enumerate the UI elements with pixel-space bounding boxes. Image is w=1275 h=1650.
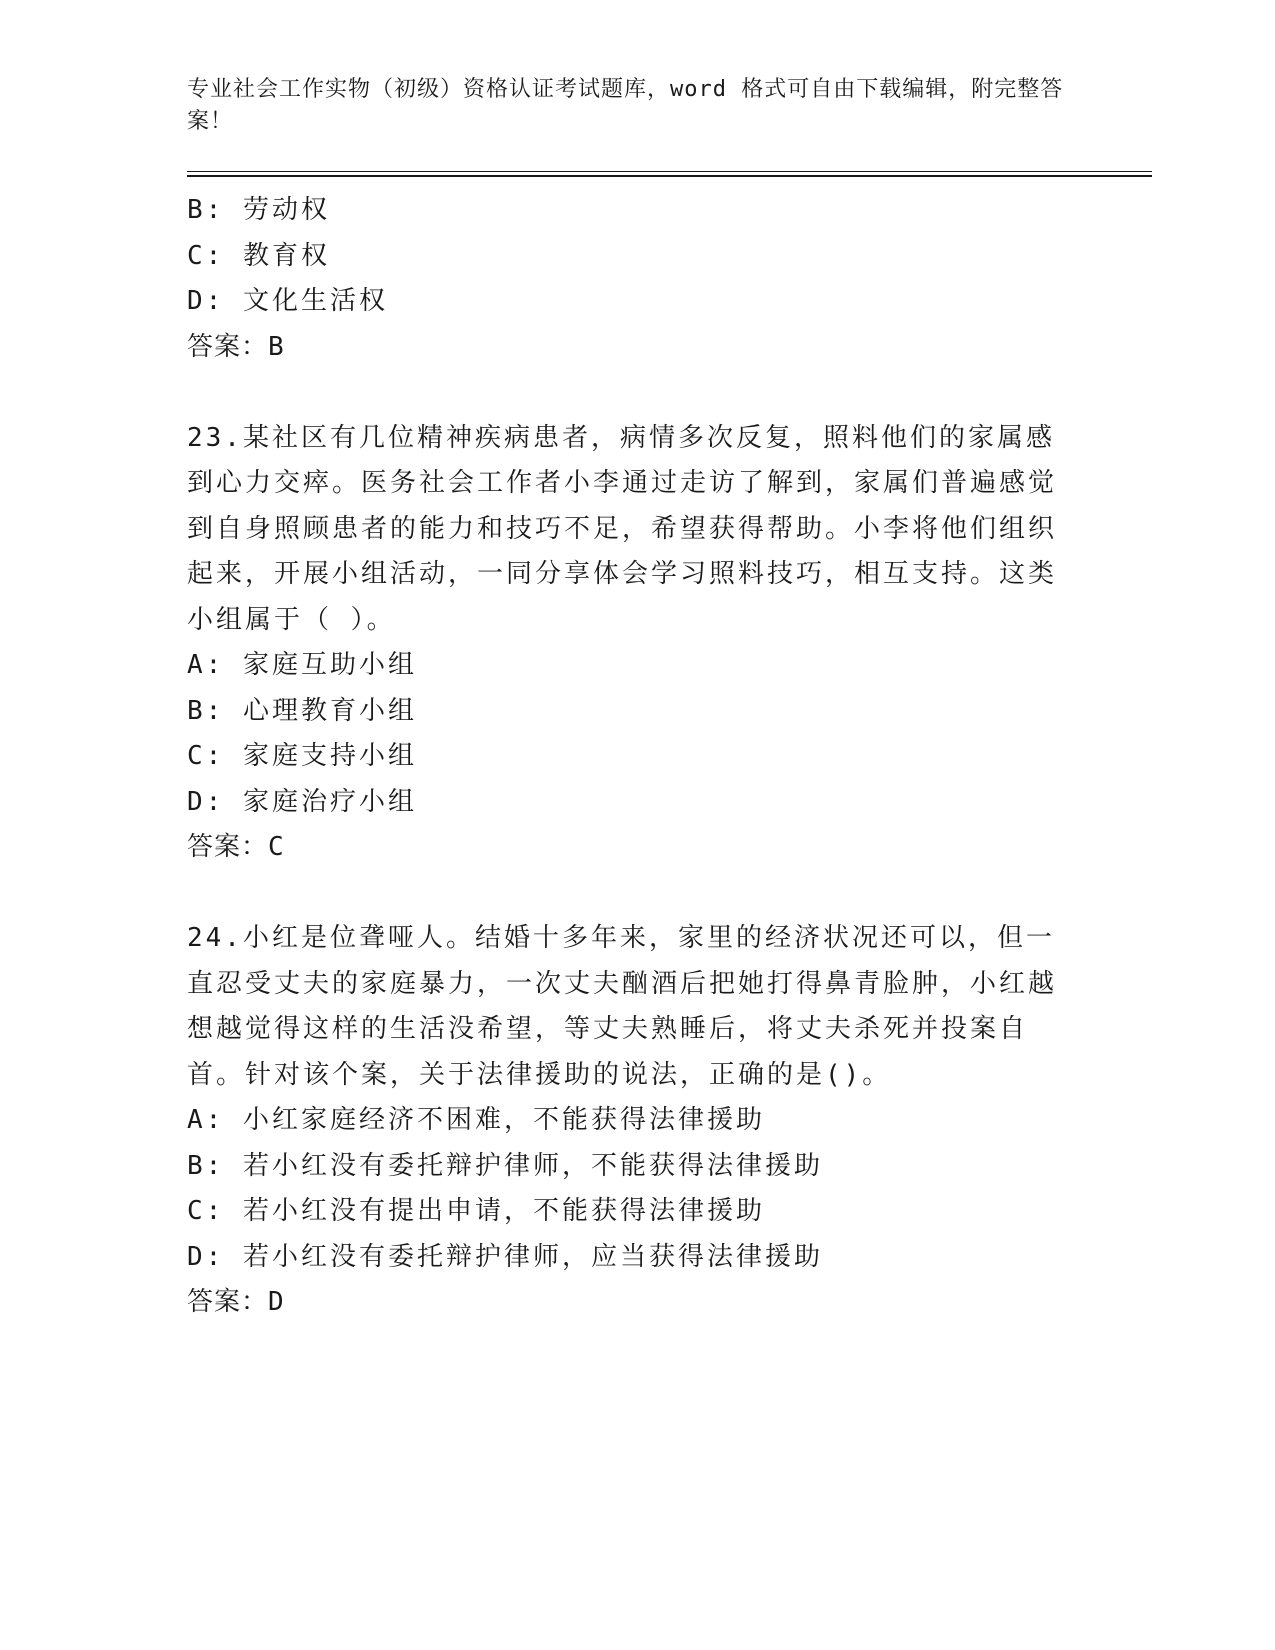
answer: 答案：C — [187, 832, 285, 862]
option-a: A: 小红家庭经济不困难，不能获得法律援助 — [187, 1105, 765, 1135]
option-a: A: 家庭互助小组 — [187, 650, 417, 680]
option-b: B: 若小红没有委托辩护律师，不能获得法律援助 — [187, 1150, 823, 1181]
question-content — [187, 188, 1087, 1326]
question-stem: 24.小红是位聋哑人。结婚十多年来，家里的经济状况还可以，但一直忍受丈夫的家庭暴力，一次丈夫酗酒后把她打得鼻青脸肿，小红越想越觉得这样的生活没希望，等丈夫熟睡后，将丈夫杀死并投案自首。针对该个案，关于法律援助的说法，正确的是()。 — [187, 923, 1058, 1090]
question-24 — [187, 916, 1087, 1326]
spacer — [187, 871, 1087, 917]
spacer — [187, 370, 1087, 416]
question-23 — [187, 416, 1087, 871]
previous-question-tail — [187, 188, 1087, 370]
option-c: C: 若小红没有提出申请，不能获得法律援助 — [187, 1196, 765, 1226]
header-note: 专业社会工作实物（初级）资格认证考试题库，word 格式可自由下载编辑，附完整答案！ — [187, 77, 1064, 134]
option-c: C: 家庭支持小组 — [187, 741, 417, 771]
option-d: D: 家庭治疗小组 — [187, 786, 417, 817]
question-stem: 23.某社区有几位精神疾病患者，病情多次反复，照料他们的家属感到心力交瘁。医务社会工作者小李通过走访了解到，家属们普遍感觉到自身照顾患者的能力和技巧不足，希望获得帮助。小李将他们组织起来，开展小组活动，一同分享体会学习照料技巧，相互支持。这类小组属于（ ）。 — [187, 422, 1058, 635]
option-d: D: 若小红没有委托辩护律师，应当获得法律援助 — [187, 1241, 823, 1272]
option-c: C: 教育权 — [187, 240, 330, 271]
option-d: D: 文化生活权 — [187, 286, 388, 316]
option-b: B: 心理教育小组 — [187, 695, 417, 726]
answer: 答案：D — [187, 1287, 285, 1317]
answer: 答案：B — [187, 331, 285, 362]
header-rule-thick — [187, 175, 1152, 177]
option-b: B: 劳动权 — [187, 195, 330, 225]
header-rule-thin — [187, 171, 1152, 172]
